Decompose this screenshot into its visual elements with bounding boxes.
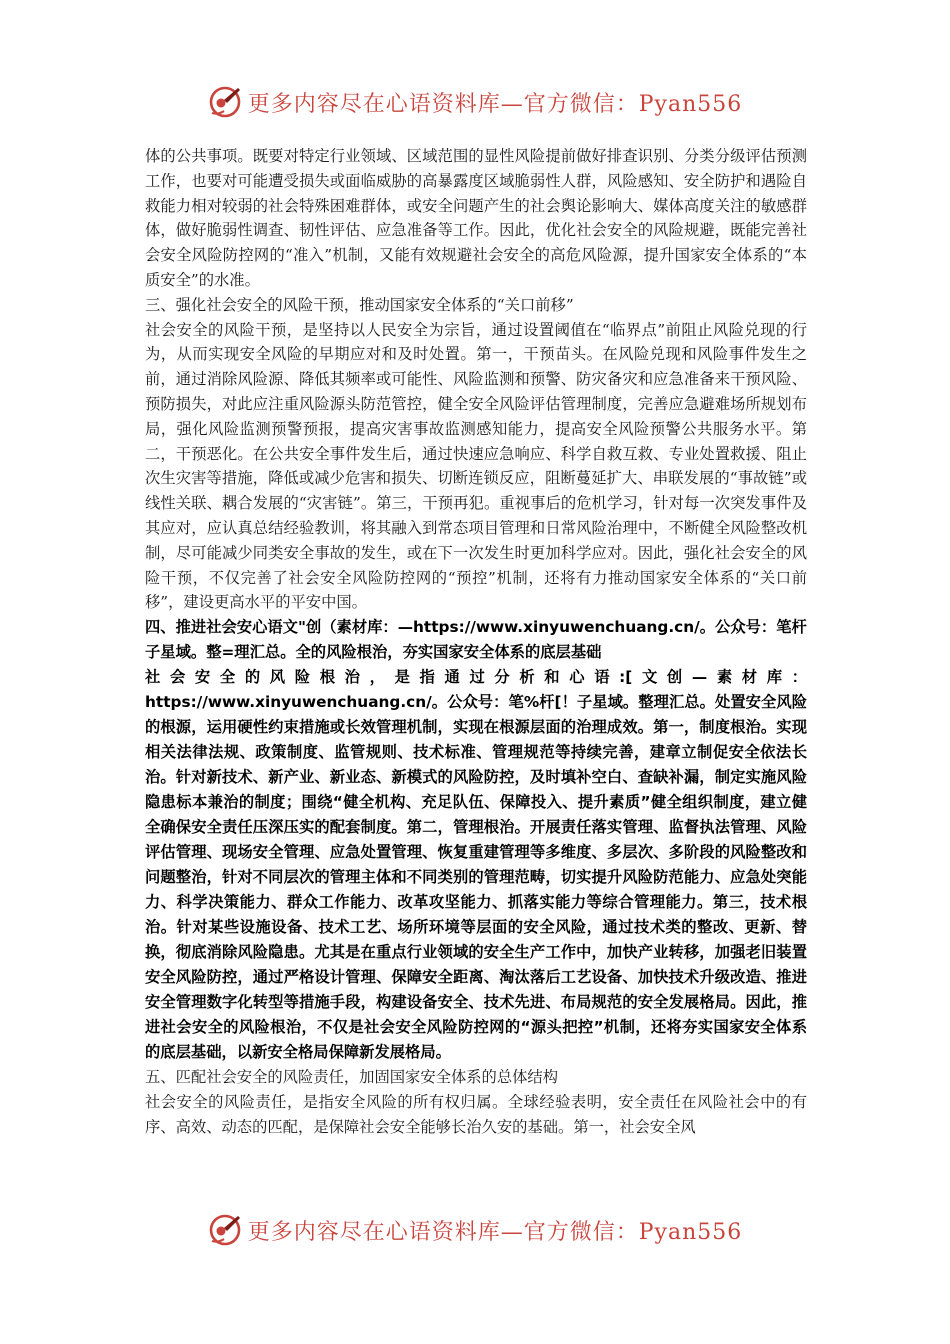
paragraph-risk-avoidance: 体的公共事项。既要对特定行业领域、区域范围的显性风险提前做好排查识别、分类分级评估预测工作，也要对可能遭受损失或面临威胁的高暴露度区域脆弱性人群，风险感知、安全防护和遇险自救能力相对较弱的社会特殊困难群体，或安全问题产生的社会舆论影响大、媒体高度关注的敏感群体，做好脆弱性调查、韧性评估、应急准备等工作。因此，优化社会安全的风险规避，既能完善社会安全风险防控网的“准入”机制，又能有效规避社会安全的高危风险源，提升国家安全体系的“本质安全”的水准。 (145, 147, 807, 289)
document-body (145, 144, 807, 1140)
section-heading-4: 四、推进社会安心语文"创（素材库：—https://www.xinyuwenchuang.cn/。公众号：笔杆子星域。整=理汇总。全的风险根治，夯实国家安全体系的底层基础 (145, 618, 807, 662)
section-heading-3: 三、强化社会安全的风险干预，推动国家安全体系的“关口前移” (145, 295, 574, 314)
paragraph-risk-responsibility: 社会安全的风险责任，是指安全风险的所有权归属。全球经验表明，安全责任在风险社会中的有序、高效、动态的匹配，是保障社会安全能够长治久安的基础。第一，社会安全风 (145, 1092, 807, 1136)
paragraph-risk-intervention: 社会安全的风险干预，是坚持以人民安全为宗旨，通过设置阈值在“临界点”前阻止风险兑现的行为，从而实现安全风险的早期应对和及时处置。第一，干预苗头。在风险兑现和风险事件发生之前，通过消除风险源、降低其频率或可能性、风险监测和预警、防灾备灾和应急准备来干预风险、预防损失，对此应注重风险源头防范管控，健全安全风险评估管理制度，完善应急避难场所规划布局，强化风险监测预警预报，提高灾害事故监测感知能力，提高安全风险预警公共服务水平。第二，干预恶化。在公共安全事件发生后，通过快速应急响应、科学自救互救、专业处置救援、阻止次生灾害等措施，降低或减少危害和损失、切断连锁反应，阻断蔓延扩大、串联发展的“事故链”或线性关联、耦合发展的“灾害链”。第三，干预再犯。重视事后的危机学习，针对每一次突发事件及其应对，应认真总结经验教训，将其融入到常态项目管理和日常风险治理中，不断健全风险整改机制，尽可能减少同类安全事故的发生，或在下一次发生时更加科学应对。因此，强化社会安全的风险干预，不仅完善了社会安全风险防控网的“预控”机制，还将有力推动国家安全体系的“关口前移”，建设更高水平的平安中国。 (145, 320, 807, 612)
paragraph-risk-eradication: 社会安全的风险根治，是指通过分析和心语:[文创—素材库：https://www.xinyuwenchuang.cn/。公众号：笔%杆[！子星域。整理汇总。处置安全风险的根源，运用硬性约束措施或长效管理机制，实现在根源层面的治理成效。第一，制度根治。实现相关法律法规、政策制度、监管规则、技术标准、管理规范等持续完善，建章立制促安全依法长治。针对新技术、新产业、新业态、新模式的风险防控，及时填补空白、查缺补漏，制定实施风险隐患标本兼治的制度；围绕“健全机构、充足队伍、保障投入、提升素质”健全组织制度，建立健全确保安全责任压深压实的配套制度。第二，管理根治。开展责任落实管理、监督执法管理、风险评估管理、现场安全管理、应急处置管理、恢复重建管理等多维度、多层次、多阶段的风险整改和问题整治，针对不同层次的管理主体和不同类别的管理范畴，切实提升风险防范能力、应急处突能力、科学决策能力、群众工作能力、改革攻坚能力、抓落实能力等综合管理能力。第三，技术根治。针对某些设施设备、技术工艺、场所环境等层面的安全风险，通过技术类的整改、更新、替换，彻底消除风险隐患。尤其是在重点行业领域的安全生产工作中，加快产业转移，加强老旧装置安全风险防控，通过严格设计管理、保障安全距离、淘汰落后工艺设备、加快技术升级改造、推进安全管理数字化转型等措施手段，构建设备安全、技术先进、布局规范的安全发展格局。因此，推进社会安全的风险根治，不仅是社会安全风险防控网的“源头把控”机制，还将夯实国家安全体系的底层基础，以新安全格局保障新发展格局。 (145, 668, 807, 1062)
pen-circle-logo-icon (208, 85, 242, 119)
pen-circle-logo-icon (208, 1213, 242, 1247)
footer-banner-text: 更多内容尽在心语资料库—官方微信：Pyan556 (247, 1219, 743, 1245)
footer-banner (0, 1210, 950, 1250)
section-heading-5: 五、匹配社会安全的风险责任，加固国家安全体系的总体结构 (145, 1068, 559, 1087)
header-banner (0, 82, 950, 122)
header-banner-text: 更多内容尽在心语资料库—官方微信：Pyan556 (247, 91, 743, 117)
